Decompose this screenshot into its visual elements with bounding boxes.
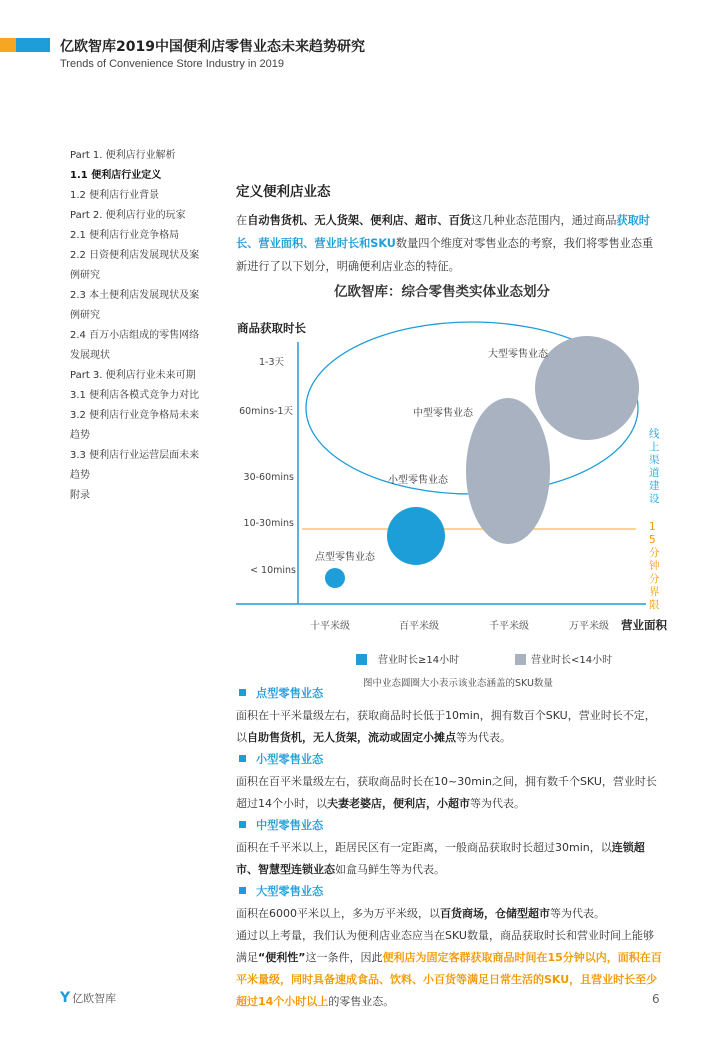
- annotation-char: 钟: [649, 560, 660, 572]
- bullet-heading: 点型零售业态: [236, 683, 662, 705]
- large-format-label: 大型零售业态: [488, 349, 548, 360]
- toc-item[interactable]: 趋势: [70, 430, 90, 441]
- format-descriptions: [236, 683, 662, 1013]
- toc-item[interactable]: 3.3 便利店行业运营层面未来: [70, 450, 200, 461]
- y-tick-label: 30-60mins: [243, 472, 294, 483]
- point-format-label: 点型零售业态: [315, 552, 375, 563]
- annotation-char: 上: [649, 441, 660, 453]
- bullet-square-icon: [239, 755, 246, 762]
- bubble-large-format: [535, 336, 639, 440]
- annotation-char: 分: [649, 547, 660, 559]
- toc-item[interactable]: Part 1. 便利店行业解析: [70, 150, 176, 161]
- annotation-char: 界: [649, 586, 660, 598]
- annotation-char: 线: [649, 428, 660, 440]
- annotation-char: 限: [649, 599, 660, 611]
- toc-item[interactable]: 例研究: [70, 310, 100, 321]
- x-tick-label: 百平米级: [399, 621, 439, 632]
- annotation-char: 设: [649, 493, 660, 505]
- y-tick-label: 1-3天: [258, 357, 284, 368]
- toc-item[interactable]: 1.2 便利店行业背景: [70, 190, 160, 201]
- legend-swatch-long-hours: [356, 654, 367, 665]
- footer-logo: Y 亿欧智库: [60, 990, 117, 1006]
- toc-item[interactable]: 2.3 本土便利店发展现状及案: [70, 290, 200, 301]
- toc-item[interactable]: Part 3. 便利店行业未来可期: [70, 370, 196, 381]
- bullet-heading: 中型零售业态: [236, 815, 662, 837]
- toc-item[interactable]: 3.2 便利店行业竞争格局未来: [70, 410, 200, 421]
- legend-swatch-short-hours: [515, 654, 526, 665]
- bullet-heading: 小型零售业态: [236, 749, 662, 771]
- bubble-mid-format: [466, 398, 550, 544]
- y-tick-label: 10-30mins: [243, 518, 294, 529]
- annotation-char: 渠: [649, 454, 660, 466]
- x-tick-label: 千平米级: [489, 621, 529, 632]
- toc-item[interactable]: 2.1 便利店行业竞争格局: [70, 230, 180, 241]
- toc-item[interactable]: 例研究: [70, 270, 100, 281]
- annotation-char: 5: [649, 534, 656, 546]
- bullet-square-icon: [239, 689, 246, 696]
- y-tick-label: < 10mins: [250, 565, 296, 576]
- logo-y-icon: Y: [60, 990, 71, 1006]
- y-axis-label: 商品获取时长: [237, 321, 306, 335]
- x-axis-label: 营业面积: [621, 618, 667, 632]
- bubble-small-format: [387, 507, 445, 565]
- chart-note: 图中业态圆圈大小表示该业态涵盖的SKU数量: [363, 678, 553, 689]
- x-tick-label: 十平米级: [310, 621, 350, 632]
- annotation-char: 1: [649, 521, 656, 533]
- annotation-char: 建: [649, 480, 660, 492]
- report-title: 亿欧智库2019中国便利店零售业态未来趋势研究: [60, 39, 365, 55]
- bullet-square-icon: [239, 821, 246, 828]
- toc-item[interactable]: 发展现状: [70, 350, 110, 361]
- toc-item[interactable]: 附录: [70, 490, 90, 501]
- toc-item[interactable]: 2.4 百万小店组成的零售网络: [70, 330, 200, 341]
- online-channel-annotation: [649, 427, 660, 505]
- toc-item-active[interactable]: 1.1 便利店行业定义: [70, 170, 162, 181]
- bullet-body: 面积在十平米量级左右，获取商品时长低于10min，拥有数百个SKU，营业时长不定，以自助售货机，无人货架，流动或固定小摊点等为代表。: [236, 709, 656, 744]
- report-subtitle: Trends of Convenience Store Industry in 2019: [60, 58, 285, 70]
- fifteen-minute-annotation: [649, 521, 660, 611]
- annotation-char: 道: [649, 467, 660, 479]
- small-format-label: 小型零售业态: [388, 475, 448, 486]
- toc-item[interactable]: 趋势: [70, 470, 90, 481]
- bullet-body: 面积在千平米以上，距居民区有一定距离，一般商品获取时长超过30min，以连锁超市、智慧型连锁业态如盒马鲜生等为代表。: [236, 841, 645, 876]
- annotation-char: 分: [649, 573, 660, 585]
- legend-label-short-hours: 营业时长<14小时: [531, 655, 613, 666]
- bullet-body: 面积在百平米量级左右，获取商品时长在10~30min之间，拥有数千个SKU，营业时长超过14个小时，以夫妻老婆店，便利店，小超市等为代表。: [236, 775, 657, 810]
- legend-label-long-hours: 营业时长≥14小时: [378, 655, 460, 666]
- toc-item[interactable]: 2.2 日资便利店发展现状及案: [70, 250, 200, 261]
- bullet-square-icon: [239, 887, 246, 894]
- bubble-point-format: [325, 568, 345, 588]
- page-number: 6: [652, 992, 660, 1006]
- x-tick-label: 万平米级: [569, 621, 609, 632]
- section-title: 定义便利店业态: [236, 184, 331, 200]
- chart-title: 亿欧智库：综合零售类实体业态划分: [334, 284, 550, 300]
- mid-format-label: 中型零售业态: [413, 408, 473, 419]
- bullet-heading: 大型零售业态: [236, 881, 662, 903]
- y-tick-label: 60mins-1天: [239, 406, 293, 417]
- toc-item[interactable]: Part 2. 便利店行业的玩家: [70, 210, 186, 221]
- conclusion-paragraph: 通过以上考量，我们认为便利店业态应当在SKU数量，商品获取时长和营业时间上能够满足“便利性”这一条件，因此便利店为固定客群获取商品时间在15分钟以内，面积在百平米量级，同时具备速成食品、饮料、小百货等满足日常生活的SKU，且营业时长至少超过14个小时以上的零售业态。: [236, 929, 662, 1008]
- intro-paragraph: 在自动售货机、无人货架、便利店、超市、百货这几种业态范围内，通过商品获取时长、营业面积、营业时长和SKU数量四个维度对零售业态的考察，我们将零售业态重新进行了以下划分，明确便利店业态的特征。: [236, 214, 654, 273]
- toc-item[interactable]: 3.1 便利店各模式竞争力对比: [70, 390, 200, 401]
- bullet-body: 面积在6000平米以上，多为万平米级，以百货商场，仓储型超市等为代表。: [236, 907, 605, 920]
